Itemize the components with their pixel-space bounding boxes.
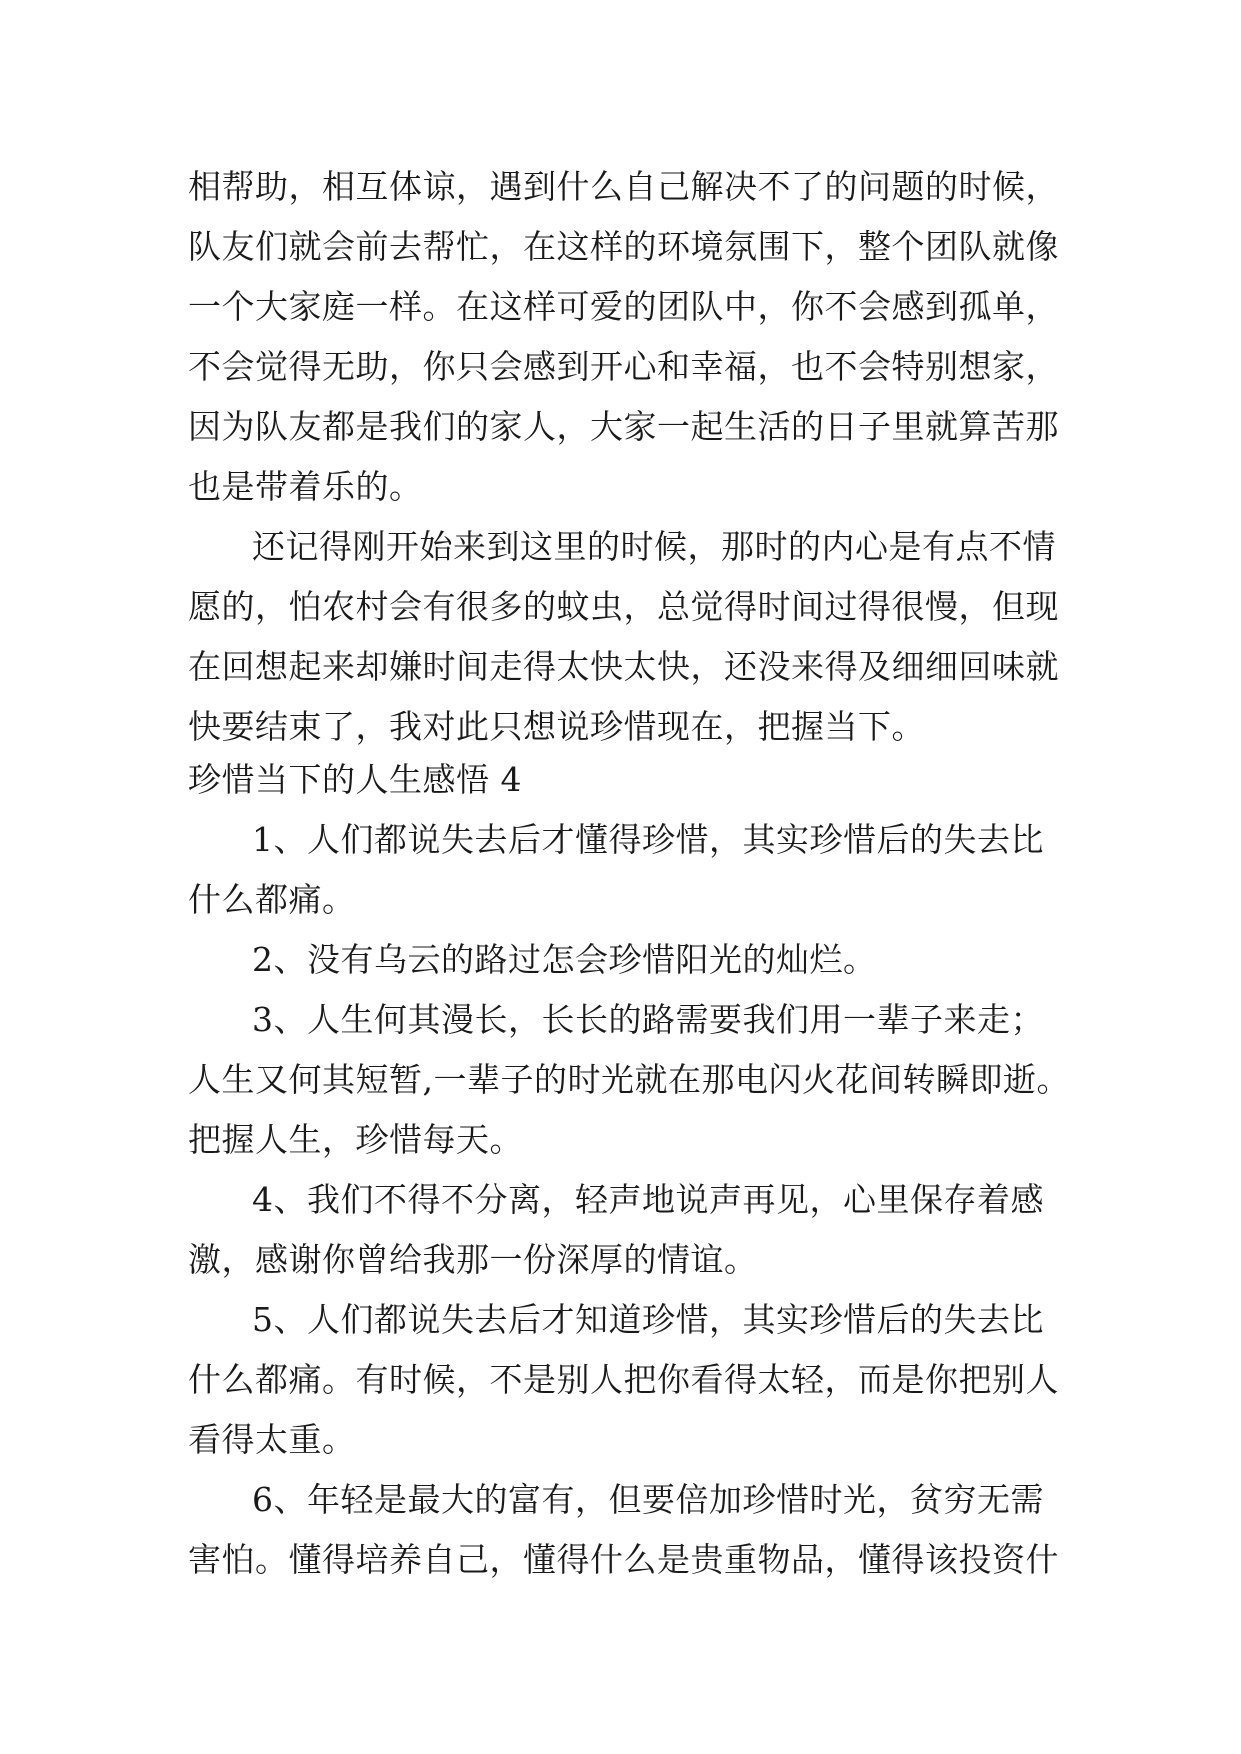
text-line: 相帮助，相互体谅，遇到什么自己解决不了的问题的时候， [188,167,1059,206]
text-line: 什么都痛。 [188,880,356,919]
text-line: 2、没有乌云的路过怎会珍惜阳光的灿烂。 [252,940,877,979]
text-line: 还记得刚开始来到这里的时候，那时的内心是有点不情 [252,527,1056,566]
text-line: 6、年轻是最大的富有，但要倍加珍惜时光，贫穷无需 [252,1480,1044,1519]
text-line: 4、我们不得不分离，轻声地说声再见，心里保存着感 [252,1180,1044,1219]
text-line: 不会觉得无助，你只会感到开心和幸福，也不会特别想家， [188,347,1059,386]
text-line: 什么都痛。有时候，不是别人把你看得太轻，而是你把别人 [188,1360,1059,1399]
text-line: 快要结束了，我对此只想说珍惜现在，把握当下。 [188,707,925,746]
text-line: 害怕。懂得培养自己，懂得什么是贵重物品，懂得该投资什 [188,1540,1059,1579]
text-line: 在回想起来却嫌时间走得太快太快，还没来得及细细回味就 [188,647,1059,686]
text-line: 也是带着乐的。 [188,467,423,506]
text-line: 把握人生，珍惜每天。 [188,1120,523,1159]
text-line: 一个大家庭一样。在这样可爱的团队中，你不会感到孤单， [188,287,1059,326]
text-line: 3、人生何其漫长，长长的路需要我们用一辈子来走； [252,1000,1044,1039]
text-line: 愿的，怕农村会有很多的蚊虫，总觉得时间过得很慢，但现 [188,587,1059,626]
text-line: 1、人们都说失去后才懂得珍惜，其实珍惜后的失去比 [252,820,1044,859]
text-line: 看得太重。 [188,1420,356,1459]
text-line: 5、人们都说失去后才知道珍惜，其实珍惜后的失去比 [252,1300,1044,1339]
text-line: 激，感谢你曾给我那一份深厚的情谊。 [188,1240,758,1279]
text-line: 人生又何其短暂,一辈子的时光就在那电闪火花间转瞬即逝。 [188,1060,1070,1099]
section-heading: 珍惜当下的人生感悟 4 [188,760,522,799]
text-line: 队友们就会前去帮忙，在这样的环境氛围下，整个团队就像 [188,227,1059,266]
text-line: 因为队友都是我们的家人，大家一起生活的日子里就算苦那 [188,407,1059,446]
